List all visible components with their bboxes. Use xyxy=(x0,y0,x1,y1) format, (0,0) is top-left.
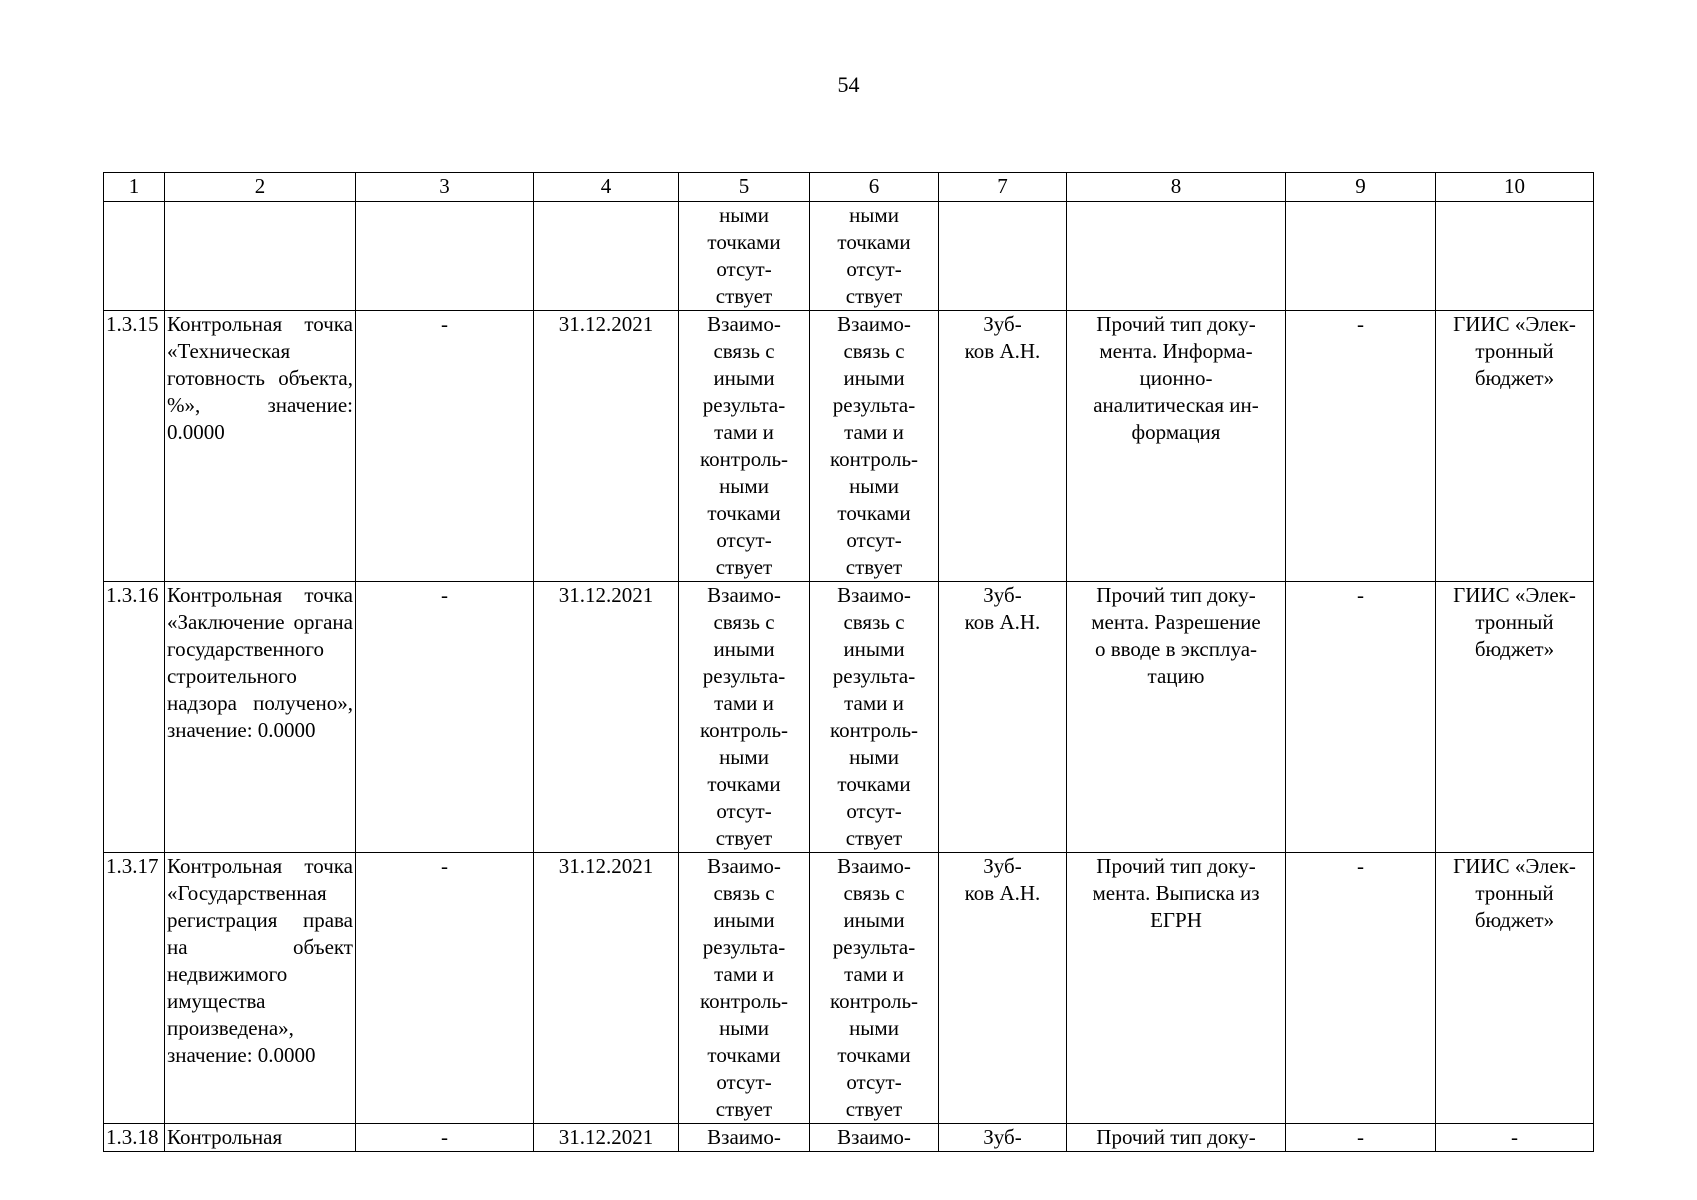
cell-empty xyxy=(939,202,1067,311)
cell-number: 1.3.15 xyxy=(104,311,165,582)
cell-number: 1.3.16 xyxy=(104,582,165,853)
cell-system: ГИИС «Элек- тронный бюджет» xyxy=(1436,311,1594,582)
cell-responsible: Зуб- ков А.Н. xyxy=(939,582,1067,853)
header-row xyxy=(104,173,1594,202)
cell-col3: - xyxy=(356,853,534,1124)
cell-empty xyxy=(1286,202,1436,311)
cell-name: Контрольная xyxy=(165,1124,356,1152)
cell-responsible: Зуб- ков А.Н. xyxy=(939,311,1067,582)
cell-col9: - xyxy=(1286,853,1436,1124)
cell-links-next: ными точками отсут- ствует xyxy=(810,202,939,311)
cell-system: ГИИС «Элек- тронный бюджет» xyxy=(1436,582,1594,853)
cell-links-prev: ными точками отсут- ствует xyxy=(679,202,810,311)
cell-date: 31.12.2021 xyxy=(534,853,679,1124)
cell-responsible: Зуб- xyxy=(939,1124,1067,1152)
cell-system: - xyxy=(1436,1124,1594,1152)
cell-number: 1.3.18 xyxy=(104,1124,165,1152)
cell-links-prev: Взаимо- связь с иными результа- тами и контроль- ными точками отсут- ствует xyxy=(679,311,810,582)
cell-name: Контрольная точка «Техническая готовность объекта, %», значение: 0.0000 xyxy=(165,311,356,582)
cell-col3: - xyxy=(356,582,534,853)
column-header-10: 10 xyxy=(1436,173,1594,202)
cell-col3: - xyxy=(356,1124,534,1152)
cell-links-next: Взаимо- связь с иными результа- тами и контроль- ными точками отсут- ствует xyxy=(810,582,939,853)
column-header-6: 6 xyxy=(810,173,939,202)
cell-number: 1.3.17 xyxy=(104,853,165,1124)
cell-empty xyxy=(356,202,534,311)
cell-links-prev: Взаимо- xyxy=(679,1124,810,1152)
cell-name: Контрольная точка «Заключение органа государственного строительного надзора получено», значение: 0.0000 xyxy=(165,582,356,853)
column-header-4: 4 xyxy=(534,173,679,202)
cell-empty xyxy=(1067,202,1286,311)
cell-empty xyxy=(165,202,356,311)
cell-system: ГИИС «Элек- тронный бюджет» xyxy=(1436,853,1594,1124)
cell-responsible: Зуб- ков А.Н. xyxy=(939,853,1067,1124)
cell-links-prev: Взаимо- связь с иными результа- тами и контроль- ными точками отсут- ствует xyxy=(679,853,810,1124)
table-row xyxy=(104,311,1594,582)
cell-document: Прочий тип доку- xyxy=(1067,1124,1286,1152)
cell-col9: - xyxy=(1286,582,1436,853)
cell-links-next: Взаимо- связь с иными результа- тами и контроль- ными точками отсут- ствует xyxy=(810,853,939,1124)
cell-empty xyxy=(534,202,679,311)
cell-document: Прочий тип доку- мента. Выписка из ЕГРН xyxy=(1067,853,1286,1124)
column-header-5: 5 xyxy=(679,173,810,202)
table-row xyxy=(104,1124,1594,1152)
cell-links-next: Взаимо- связь с иными результа- тами и контроль- ными точками отсут- ствует xyxy=(810,311,939,582)
table-row xyxy=(104,582,1594,853)
cell-date: 31.12.2021 xyxy=(534,582,679,853)
cell-empty xyxy=(104,202,165,311)
column-header-1: 1 xyxy=(104,173,165,202)
cell-document: Прочий тип доку- мента. Разрешение о вводе в эксплуа- тацию xyxy=(1067,582,1286,853)
column-header-3: 3 xyxy=(356,173,534,202)
continuation-row xyxy=(104,202,1594,311)
cell-empty xyxy=(1436,202,1594,311)
control-points-table xyxy=(103,172,1594,1152)
column-header-2: 2 xyxy=(165,173,356,202)
column-header-9: 9 xyxy=(1286,173,1436,202)
page-number: 54 xyxy=(837,72,860,97)
cell-document: Прочий тип доку- мента. Информа- ционно- аналитическая ин- формация xyxy=(1067,311,1286,582)
column-header-7: 7 xyxy=(939,173,1067,202)
cell-links-next: Взаимо- xyxy=(810,1124,939,1152)
cell-name: Контрольная точка «Государственная регистрация права на объект недвижимого имущества произведена», значение: 0.0000 xyxy=(165,853,356,1124)
cell-links-prev: Взаимо- связь с иными результа- тами и контроль- ными точками отсут- ствует xyxy=(679,582,810,853)
cell-date: 31.12.2021 xyxy=(534,1124,679,1152)
column-header-8: 8 xyxy=(1067,173,1286,202)
cell-col9: - xyxy=(1286,1124,1436,1152)
cell-col9: - xyxy=(1286,311,1436,582)
cell-date: 31.12.2021 xyxy=(534,311,679,582)
cell-col3: - xyxy=(356,311,534,582)
table-row xyxy=(104,853,1594,1124)
